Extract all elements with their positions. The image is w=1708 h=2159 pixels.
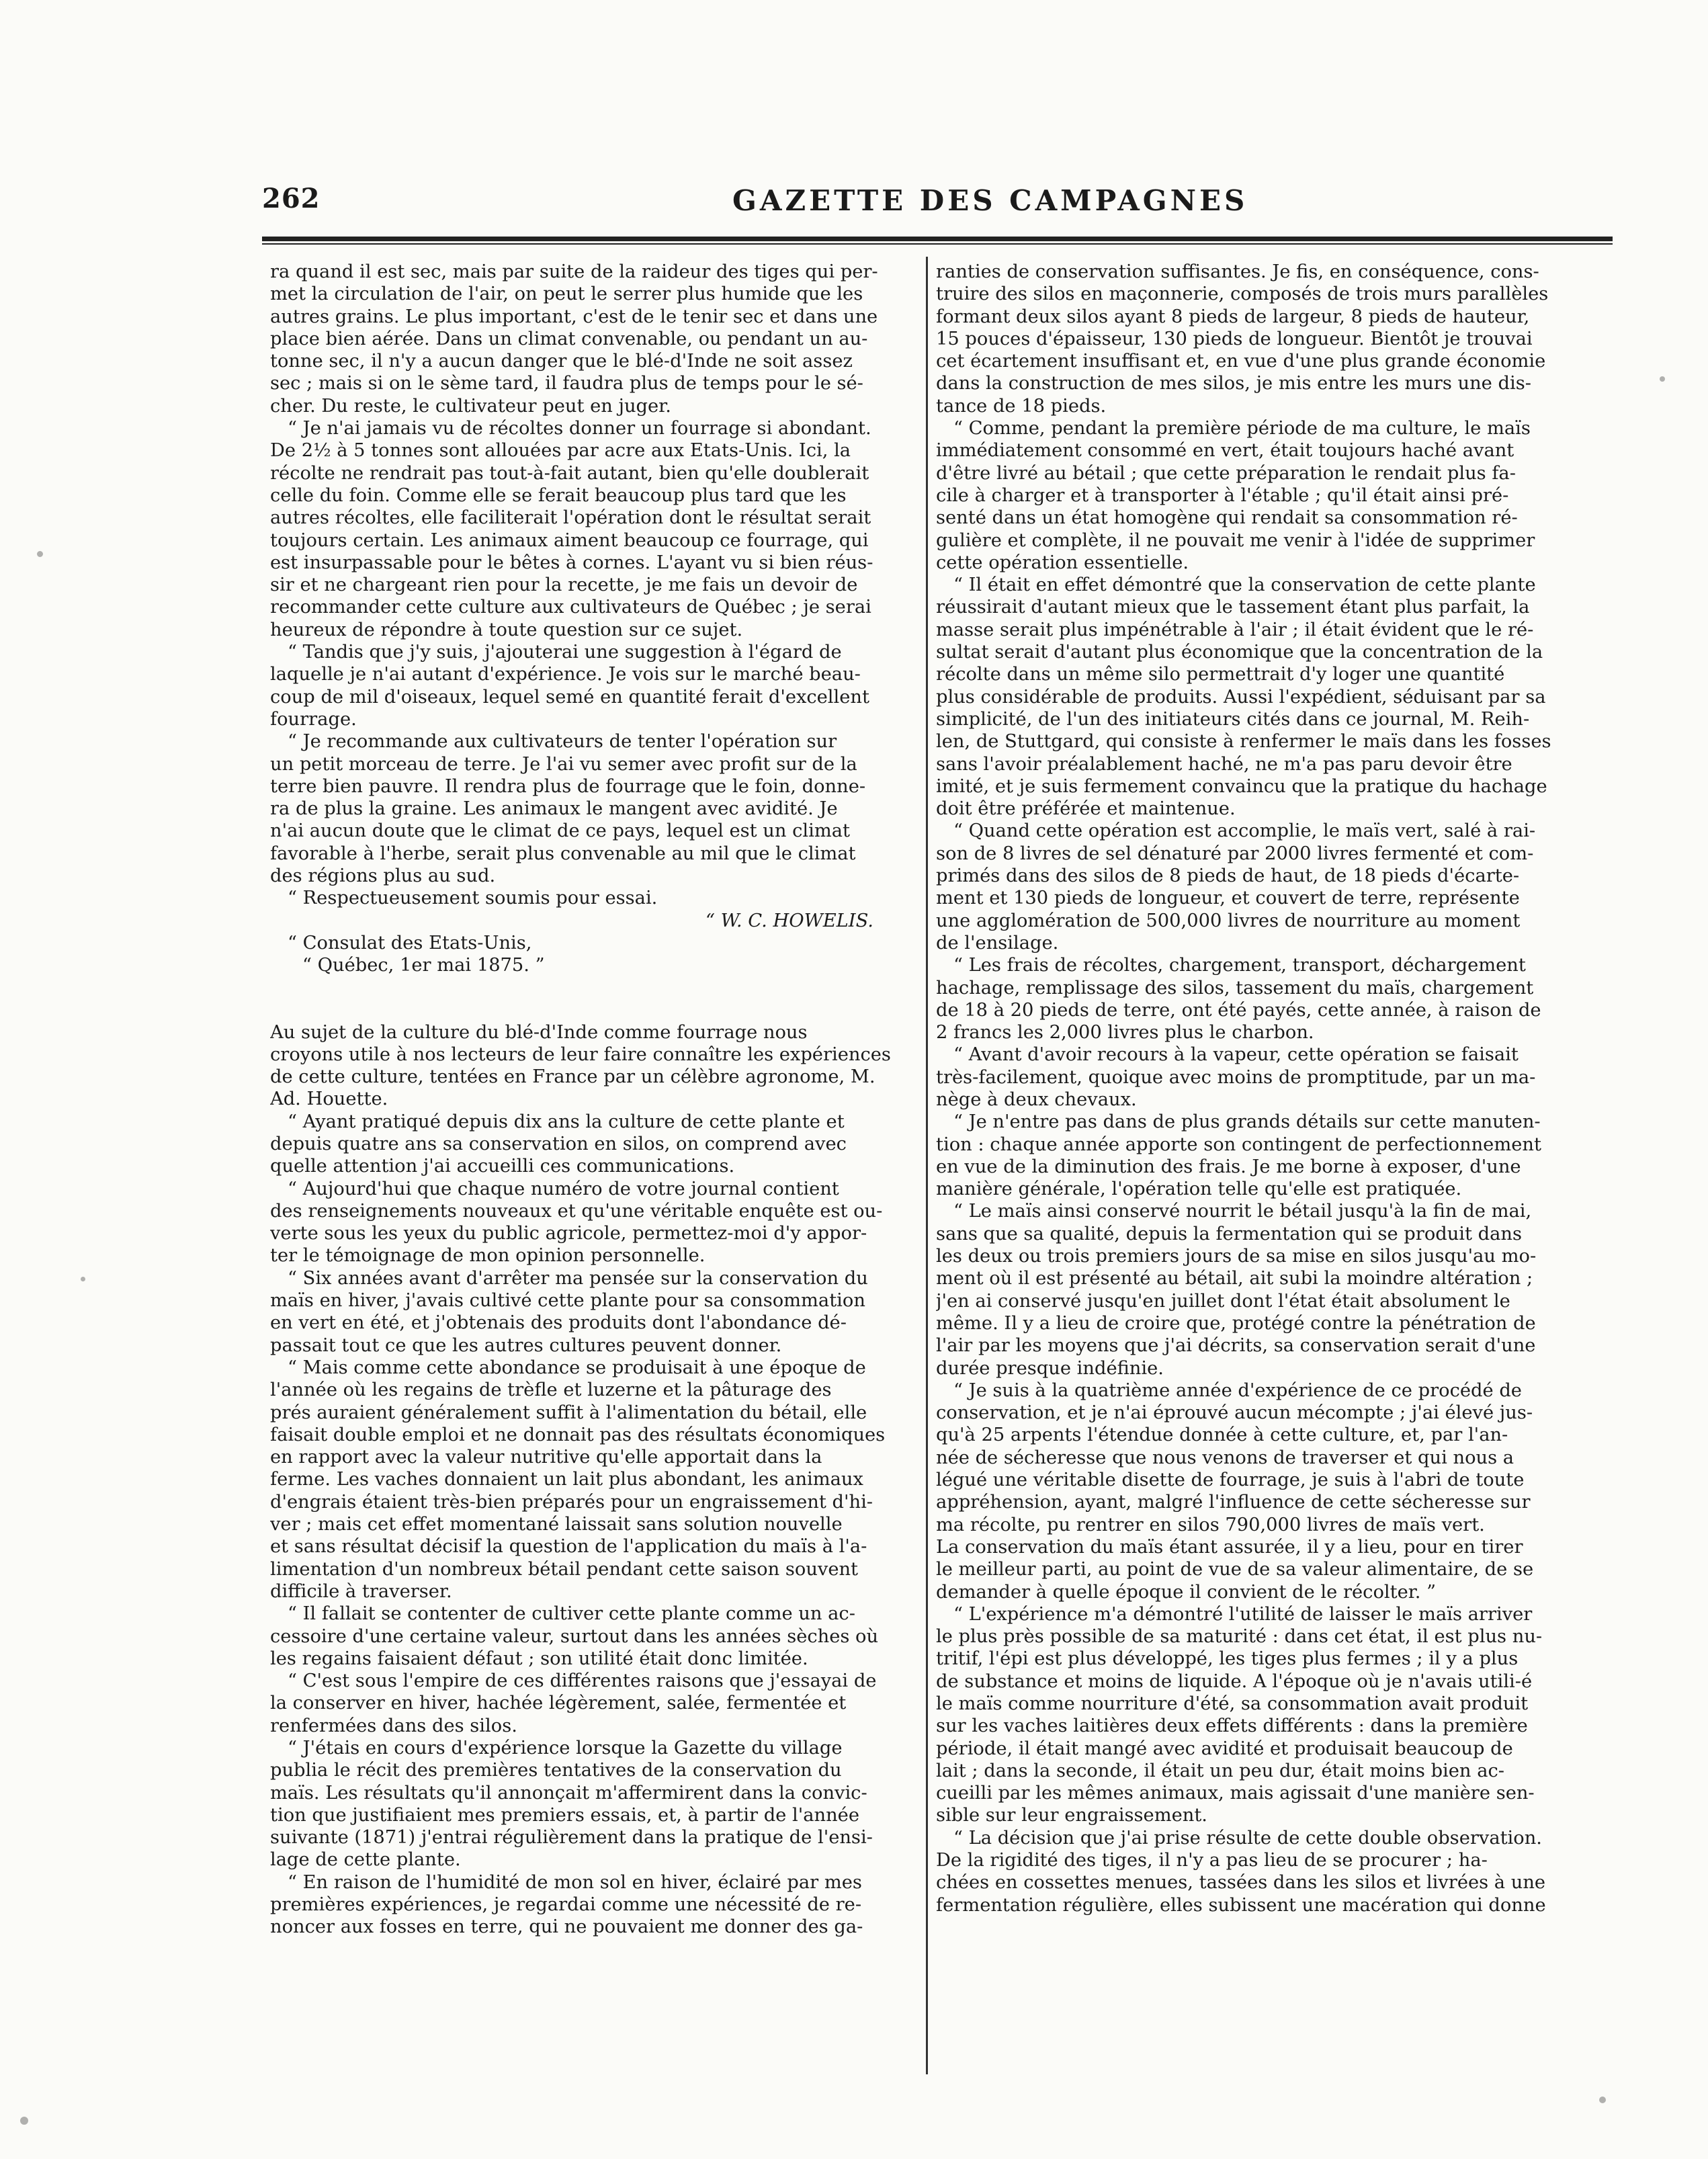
text-line: renfermées dans des silos. — [270, 1715, 517, 1736]
text-line: née de sécheresse que nous venons de traverser et qui nous a — [936, 1447, 1514, 1468]
text-line: quelle attention j'ai accueilli ces communications. — [270, 1156, 735, 1177]
text-line: la conserver en hiver, hachée légèrement, salée, fermentée et — [270, 1693, 847, 1714]
scan-speck — [81, 1277, 85, 1281]
text-line: “ Je n'entre pas dans de plus grands détails sur cette manuten- — [953, 1111, 1541, 1133]
text-line: sible sur leur engraissement. — [936, 1805, 1207, 1826]
text-line: “ Comme, pendant la première période de ma culture, le maïs — [953, 418, 1531, 439]
text-line: même. Il y a lieu de croire que, protégé contre la pénétration de — [936, 1312, 1536, 1334]
text-line: len, de Stuttgard, qui consiste à renfermer le maïs dans les fosses — [936, 731, 1551, 753]
text-line: ver ; mais cet effet momentané laissait sans solution nouvelle — [270, 1514, 843, 1535]
text-line: tion : chaque année apporte son contingent de perfectionnement — [936, 1134, 1541, 1155]
page-number: 262 — [262, 183, 321, 214]
text-line: autres grains. Le plus important, c'est de le tenir sec et dans une — [270, 306, 878, 327]
text-line: recommander cette culture aux cultivateurs de Québec ; je serai — [270, 597, 871, 618]
text-line: toujours certain. Les animaux aiment beaucoup ce fourrage, qui — [270, 530, 869, 551]
text-line: Au sujet de la culture du blé-d'Inde comme fourrage nous — [270, 1021, 808, 1043]
text-line: est insurpassable pour le bêtes à cornes. L'ayant vu si bien réus- — [270, 552, 873, 573]
text-line: “ Je n'ai jamais vu de récoltes donner un fourrage si abondant. — [288, 418, 871, 439]
text-line: une agglomération de 500,000 livres de nourriture au moment — [936, 910, 1521, 931]
text-line: en rapport avec la valeur nutritive qu'elle apportait dans la — [270, 1447, 822, 1468]
text-line: 2 francs les 2,000 livres plus le charbon. — [936, 1022, 1314, 1044]
text-line: difficile à traverser. — [270, 1580, 452, 1602]
text-line: un petit morceau de terre. Je l'ai vu semer avec profit sur de la — [270, 753, 857, 775]
text-line: “ Il fallait se contenter de cultiver cette plante comme un ac- — [288, 1603, 855, 1625]
text-line: “ En raison de l'humidité de mon sol en hiver, éclairé par mes — [288, 1871, 862, 1893]
scan-speck — [37, 551, 43, 557]
text-line: ma récolte, pu rentrer en silos 790,000 livres de maïs vert. — [936, 1514, 1485, 1535]
text-line: tance de 18 pieds. — [936, 395, 1107, 417]
text-line: et sans résultat décisif la question de l'application du maïs à l'a- — [270, 1536, 867, 1558]
text-line: autres récoltes, elle faciliterait l'opération dont le résultat serait — [270, 507, 871, 529]
text-line: immédiatement consommé en vert, était toujours haché avant — [936, 440, 1514, 462]
text-line: “ L'expérience m'a démontré l'utilité de laisser le maïs arriver — [953, 1603, 1533, 1625]
text-line: “ Aujourd'hui que chaque numéro de votre journal contient — [288, 1178, 839, 1199]
text-line: sans que sa qualité, depuis la fermentation qui se produit dans — [936, 1223, 1523, 1244]
text-line: “ Consulat des Etats-Unis, — [288, 932, 532, 954]
text-line: heureux de répondre à toute question sur ce sujet. — [270, 619, 743, 640]
text-line: croyons utile à nos lecteurs de leur faire connaître les expériences — [270, 1044, 891, 1065]
text-line: “ Respectueusement soumis pour essai. — [288, 888, 658, 909]
text-line: “ Je suis à la quatrième année d'expérience de ce procédé de — [953, 1380, 1522, 1401]
text-line: tritif, l'épi est plus développé, les tiges plus fermes ; il y a plus — [936, 1648, 1519, 1670]
text-line: coup de mil d'oiseaux, lequel semé en quantité ferait d'excellent — [270, 686, 869, 708]
text-line: lage de cette plante. — [270, 1849, 461, 1871]
text-line: période, il était mangé avec avidité et produisait beaucoup de — [936, 1738, 1513, 1759]
text-line: premières expériences, je regardai comme une nécessité de re- — [270, 1894, 862, 1916]
scan-speck — [1599, 2097, 1606, 2103]
text-line: le plus près possible de sa maturité : dans cet état, il est plus nu- — [936, 1626, 1543, 1648]
text-line: “ C'est sous l'empire de ces différentes raisons que j'essayai de — [288, 1670, 877, 1692]
text-line: cessoire d'une certaine valeur, surtout dans les années sèches où — [270, 1625, 879, 1647]
text-line: “ Québec, 1er mai 1875. ” — [302, 955, 545, 976]
text-line: sur les vaches laitières deux effets différents : dans la première — [936, 1716, 1528, 1737]
text-line: plus considérable de produits. Aussi l'expédient, séduisant par sa — [936, 686, 1546, 708]
text-line: publia le récit des premières tentatives de la conservation du — [270, 1760, 842, 1781]
scan-speck — [20, 2117, 28, 2125]
text-line: “ Les frais de récoltes, chargement, transport, déchargement — [953, 955, 1526, 976]
text-line: conservation, et je n'ai éprouvé aucun mécompte ; j'ai élevé jus- — [936, 1402, 1533, 1424]
text-line: cher. Du reste, le cultivateur peut en juger. — [270, 395, 671, 417]
text-line: “ J'étais en cours d'expérience lorsque la Gazette du village — [288, 1738, 843, 1759]
text-line: des régions plus au sud. — [270, 865, 496, 887]
text-line: les deux ou trois premiers jours de sa mise en silos jusqu'au mo- — [936, 1246, 1537, 1267]
text-line: “ Tandis que j'y suis, j'ajouterai une suggestion à l'égard de — [288, 642, 842, 663]
text-line: chées en cossettes menues, tassées dans les silos et livrées à une — [936, 1872, 1546, 1894]
text-line: “ W. C. HOWELIS. — [705, 910, 873, 931]
text-line: demander à quelle époque il convient de le récolter. ” — [936, 1581, 1437, 1603]
text-line: ranties de conservation suffisantes. Je fis, en conséquence, cons- — [936, 261, 1539, 282]
text-line: le meilleur parti, au point de vue de sa valeur alimentaire, de se — [936, 1559, 1534, 1580]
text-line: ter le témoignage de mon opinion personnelle. — [270, 1245, 706, 1267]
text-line — [270, 999, 915, 1021]
text-line: verte sous les yeux du public agricole, permettez-moi d'y appor- — [270, 1223, 867, 1244]
text-line: tion que justifiaient mes premiers essais, et, à partir de l'année — [270, 1804, 859, 1826]
text-line: légué une véritable disette de fourrage, je suis à l'abri de toute — [936, 1470, 1525, 1491]
text-line: “ Quand cette opération est accomplie, le maïs vert, salé à rai- — [953, 820, 1536, 842]
text-line: “ Je recommande aux cultivateurs de tenter l'opération sur — [288, 731, 837, 753]
text-line: récolte ne rendrait pas tout-à-fait autant, bien qu'elle doublerait — [270, 462, 869, 484]
text-line: laquelle je n'ai autant d'expérience. Je vois sur le marché beau- — [270, 664, 861, 685]
text-line: passait tout ce que les autres cultures peuvent donner. — [270, 1335, 782, 1356]
text-line: “ Avant d'avoir recours à la vapeur, cette opération se faisait — [953, 1044, 1519, 1066]
page-header — [262, 183, 1613, 223]
text-line: nège à deux chevaux. — [936, 1089, 1137, 1110]
text-line: celle du foin. Comme elle se ferait beaucoup plus tard que les — [270, 484, 847, 506]
text-line: cette opération essentielle. — [936, 552, 1189, 573]
text-line: cet écartement insuffisant et, en vue d'une plus grande économie — [936, 351, 1546, 372]
text-line: l'année où les regains de trèfle et luzerne et la pâturage des — [270, 1380, 832, 1401]
text-line: simplicité, de l'un des initiateurs cités dans ce journal, M. Reih- — [936, 708, 1530, 730]
text-line: manière générale, l'opération telle qu'elle est pratiquée. — [936, 1179, 1462, 1200]
text-line: gulière et complète, il ne pouvait me venir à l'idée de supprimer — [936, 530, 1535, 551]
text-line: durée presque indéfinie. — [936, 1357, 1164, 1379]
text-line: dans la construction de mes silos, je mis entre les murs une dis- — [936, 373, 1531, 394]
text-line: réussirait d'autant mieux que le tassement étant plus parfait, la — [936, 597, 1530, 618]
text-line: ra quand il est sec, mais par suite de la raideur des tiges qui per- — [270, 261, 878, 282]
text-line: met la circulation de l'air, on peut le serrer plus humide que les — [270, 284, 863, 305]
text-line: hachage, remplissage des silos, tassement du maïs, chargement — [936, 977, 1534, 999]
right-column — [936, 261, 1581, 2068]
text-line: ment où il est présenté au bétail, ait subi la moindre altération ; — [936, 1268, 1533, 1289]
text-line: doit être préférée et maintenue. — [936, 798, 1236, 820]
text-line: Ad. Houette. — [270, 1089, 388, 1110]
text-line: appréhension, ayant, malgré l'influence de cette sécheresse sur — [936, 1492, 1531, 1513]
text-line: La conservation du maïs étant assurée, il y a lieu, pour en tirer — [936, 1536, 1523, 1558]
text-line: limentation d'un nombreux bétail pendant cette saison souvent — [270, 1558, 859, 1580]
text-line: terre bien pauvre. Il rendra plus de fourrage que le foin, donne- — [270, 775, 866, 797]
text-line: depuis quatre ans sa conservation en silos, on comprend avec — [270, 1133, 847, 1154]
journal-title: GAZETTE DES CAMPAGNES — [732, 184, 1248, 217]
text-line: cile à charger et à transporter à l'étable ; qu'il était ainsi pré- — [936, 484, 1509, 506]
column-divider — [926, 257, 928, 2074]
text-line: lait ; dans la seconde, il était un peu dur, était moins bien ac- — [936, 1760, 1504, 1781]
text-line: qu'à 25 arpents l'étendue donnée à cette culture, et, par l'an- — [936, 1425, 1508, 1446]
text-line: de l'ensilage. — [936, 932, 1059, 954]
text-line: en vert en été, et j'obtenais des produits dont l'abondance dé- — [270, 1312, 847, 1334]
text-line: son de 8 livres de sel dénaturé par 2000 livres fermenté et com- — [936, 843, 1534, 864]
text-line: fourrage. — [270, 708, 357, 730]
text-line: l'air par les moyens que j'ai décrits, sa conservation serait d'une — [936, 1335, 1536, 1357]
text-line: imité, et je suis fermement convaincu que la pratique du hachage — [936, 775, 1547, 797]
header-rule — [262, 237, 1613, 245]
text-line: sir et ne chargeant rien pour la recette, je me fais un devoir de — [270, 575, 858, 596]
text-line: fermentation régulière, elles subissent une macération qui donne — [936, 1894, 1546, 1916]
text-line: masse serait plus impénétrable à l'air ; il était évident que le ré- — [936, 619, 1534, 640]
text-line: d'être livré au bétail ; que cette préparation le rendait plus fa- — [936, 462, 1516, 484]
text-line: de 18 à 20 pieds de terre, ont été payés, cette année, à raison de — [936, 999, 1541, 1021]
text-line: de cette culture, tentées en France par un célèbre agronome, M. — [270, 1066, 876, 1088]
text-line: le maïs comme nourriture d'été, sa consommation avait produit — [936, 1693, 1529, 1714]
text-line: des renseignements nouveaux et qu'une véritable enquête est ou- — [270, 1200, 883, 1222]
text-line: “ La décision que j'ai prise résulte de cette double observation. — [953, 1827, 1542, 1849]
text-line: faisait double emploi et ne donnait pas des résultats économiques — [270, 1424, 886, 1445]
text-line: prés auraient généralement suffit à l'alimentation du bétail, elle — [270, 1402, 867, 1423]
text-line: De la rigidité des tiges, il n'y a pas lieu de se procurer ; ha- — [936, 1850, 1488, 1871]
text-line: d'engrais étaient très-bien préparés pour un engraissement d'hi- — [270, 1491, 873, 1513]
text-line — [270, 977, 915, 999]
text-line: “ Le maïs ainsi conservé nourrit le bétail jusqu'à la fin de mai, — [953, 1201, 1532, 1222]
text-line: formant deux silos ayant 8 pieds de largeur, 8 pieds de hauteur, — [936, 306, 1530, 327]
text-line: “ Mais comme cette abondance se produisait à une époque de — [288, 1357, 866, 1378]
text-line: maïs. Les résultats qu'il annonçait m'affermirent dans la convic- — [270, 1782, 867, 1804]
scan-speck — [1660, 376, 1665, 382]
text-line: suivante (1871) j'entrai régulièrement dans la pratique de l'ensi- — [270, 1827, 873, 1849]
text-line: n'ai aucun doute que le climat de ce pays, lequel est un climat — [270, 820, 851, 842]
text-line: “ Ayant pratiqué depuis dix ans la culture de cette plante et — [288, 1111, 845, 1132]
left-column — [270, 261, 915, 2068]
text-line: ra de plus la graine. Les animaux le mangent avec avidité. Je — [270, 798, 838, 820]
text-line: récolte dans un même silo permettrait d'y loger une quantité — [936, 664, 1505, 685]
text-line: ferme. Les vaches donnaient un lait plus abondant, les animaux — [270, 1469, 863, 1490]
text-line: primés dans des silos de 8 pieds de haut, de 18 pieds d'écarte- — [936, 865, 1520, 887]
text-line: de substance et moins de liquide. A l'époque où je n'avais utili-é — [936, 1670, 1533, 1692]
text-line: sec ; mais si on le sème tard, il faudra plus de temps pour le sé- — [270, 373, 863, 394]
text-line: sans l'avoir préalablement haché, ne m'a pas paru devoir être — [936, 753, 1512, 775]
text-line: ment et 130 pieds de longueur, et couvert de terre, représente — [936, 888, 1520, 909]
text-line: De 2½ à 5 tonnes sont allouées par acre aux Etats-Unis. Ici, la — [270, 440, 851, 462]
text-line: maïs en hiver, j'avais cultivé cette plante pour sa consommation — [270, 1290, 865, 1312]
text-line: sultat serait d'autant plus économique que la concentration de la — [936, 642, 1543, 663]
text-line: très-facilement, quoique avec moins de promptitude, par un ma- — [936, 1066, 1536, 1088]
text-line: tonne sec, il n'y a aucun danger que le blé-d'Inde ne soit assez — [270, 351, 853, 372]
text-line: j'en ai conservé jusqu'en juillet dont l'état était absolument le — [936, 1290, 1510, 1312]
text-line: les regains faisaient défaut ; son utilité était donc limitée. — [270, 1648, 808, 1669]
text-line: 15 pouces d'épaisseur, 130 pieds de longueur. Bientôt je trouvai — [936, 328, 1533, 349]
text-line: favorable à l'herbe, serait plus convenable au mil que le climat — [270, 843, 856, 864]
text-line: place bien aérée. Dans un climat convenable, ou pendant un au- — [270, 328, 868, 349]
text-line: “ Six années avant d'arrêter ma pensée sur la conservation du — [288, 1267, 868, 1289]
text-line: en vue de la diminution des frais. Je me borne à exposer, d'une — [936, 1156, 1521, 1177]
text-line: noncer aux fosses en terre, qui ne pouvaient me donner des ga- — [270, 1916, 863, 1938]
text-line: senté dans un état homogène qui rendait sa consommation ré- — [936, 507, 1518, 529]
text-line: “ Il était en effet démontré que la conservation de cette plante — [953, 575, 1536, 596]
text-line: cueilli par les mêmes animaux, mais agissait d'une manière sen- — [936, 1783, 1535, 1804]
text-line: truire des silos en maçonnerie, composés de trois murs parallèles — [936, 284, 1549, 305]
